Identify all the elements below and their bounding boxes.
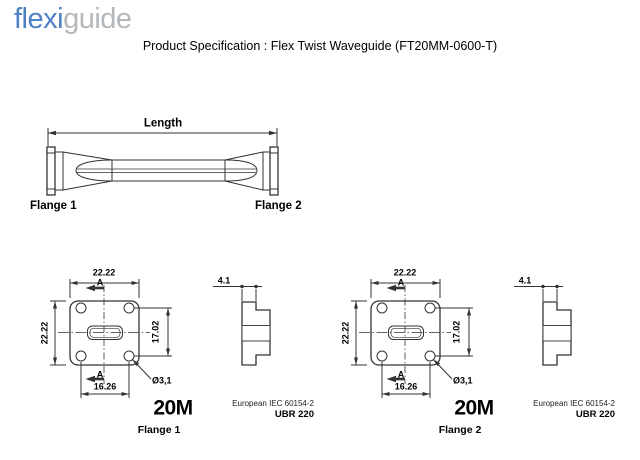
flange2-standard: European IEC 60154-2: [533, 399, 615, 408]
flange2-size-code: 20M: [454, 396, 494, 420]
flange2-type: UBR 220: [575, 409, 615, 420]
flange1-section-marker-label-top: A: [96, 277, 104, 288]
flange2-section-marker-label-top: A: [397, 277, 405, 288]
flange1-type: UBR 220: [274, 409, 314, 420]
flange1-width-dimension: 22.22: [92, 267, 116, 278]
flange1-section-marker-label-bottom: A: [96, 369, 104, 380]
length-dimension-label: Length: [143, 117, 183, 130]
flange1-standard: European IEC 60154-2: [232, 399, 314, 408]
brand-logo-primary: flexi: [14, 3, 64, 35]
page-title: Product Specification : Flex Twist Waveguide (FT20MM-0600-T): [142, 39, 498, 53]
flange2-section-marker-label-bottom: A: [397, 369, 405, 380]
flange1-name: Flange 1: [137, 423, 181, 436]
flange2-hole-diameter-dimension: Ø3,1: [453, 375, 473, 386]
side-view-flange2-label: Flange 2: [255, 200, 302, 212]
flange2-hole-spacing-vertical-dimension: 17.02: [451, 320, 462, 344]
flange2-hole-spacing-horizontal-dimension: 16.26: [394, 381, 418, 392]
flange2-width-dimension: 22.22: [393, 267, 417, 278]
side-view-flange1-label: Flange 1: [30, 200, 77, 212]
flange2-height-dimension: 22.22: [340, 321, 351, 345]
brand-logo-secondary: guide: [63, 3, 132, 35]
flange1-hole-spacing-vertical-dimension: 17.02: [150, 320, 161, 344]
flange1-hole-spacing-horizontal-dimension: 16.26: [93, 381, 117, 392]
flange1-hole-diameter-dimension: Ø3,1: [152, 375, 172, 386]
flange1-size-code: 20M: [153, 396, 193, 420]
flange2-thickness-dimension: 4.1: [518, 275, 532, 286]
flange2-name: Flange 2: [438, 423, 482, 436]
flange1-height-dimension: 22.22: [39, 321, 50, 345]
flange2-labels: [301, 0, 640, 460]
flange1-thickness-dimension: 4.1: [217, 275, 231, 286]
